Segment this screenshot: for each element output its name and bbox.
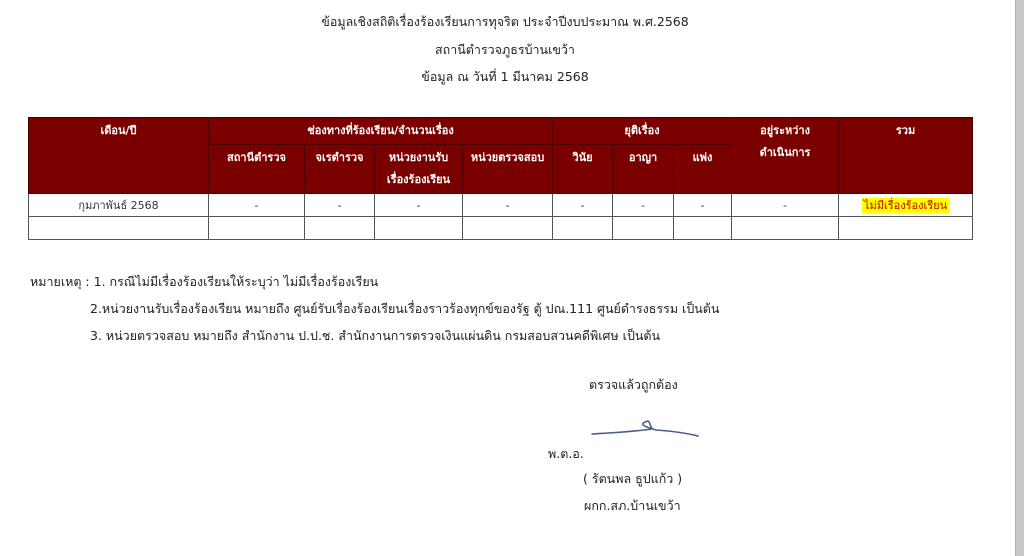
cell-total — [839, 194, 973, 217]
table-row-empty — [29, 217, 973, 240]
header-audit-unit: หน่วยตรวจสอบ — [463, 145, 553, 194]
table-row — [29, 194, 973, 217]
empty-cell — [305, 217, 375, 240]
header-resolved: ยุติเรื่อง — [553, 118, 732, 145]
empty-cell — [553, 217, 613, 240]
empty-cell — [674, 217, 732, 240]
header-channels: ช่องทางที่ร้องเรียน/จำนวนเรื่อง — [209, 118, 553, 145]
header-in-progress-line1: อยู่ระหว่าง — [760, 124, 810, 137]
header-in-progress-line2: ดำเนินการ — [759, 146, 811, 159]
header-inspector: จเรตำรวจ — [305, 145, 375, 194]
cell-receiving-unit: - — [375, 194, 463, 217]
header-receiving-unit-line1: หน่วยงานรับ — [388, 151, 449, 164]
note-3: 3. หน่วยตรวจสอบ หมายถึง สำนักงาน ป.ป.ช. สำนักงานการตรวจเงินแผ่นดิน กรมสอบสวนคดีพิเศษ เป็นต้น — [90, 328, 661, 343]
empty-cell — [839, 217, 973, 240]
empty-cell — [29, 217, 209, 240]
note-2: 2.หน่วยงานรับเรื่องร้องเรียน หมายถึง ศูนย์รับเรื่องร้องเรียนเรื่องราวร้องทุกข์ของรัฐ ตู้ ปณ.111 ศูนย์ดำรงธรรม เป็นต้น — [90, 301, 720, 316]
header-row-1 — [29, 118, 973, 145]
signer-name: ( รัตนพล ธูปแก้ว ) — [583, 471, 683, 486]
no-complaint-highlight: ไม่มีเรื่องร้องเรียน — [863, 199, 948, 212]
cell-police-station: - — [209, 194, 305, 217]
header-criminal: อาญา — [613, 145, 674, 194]
cell-audit-unit: - — [463, 194, 553, 217]
empty-cell — [613, 217, 674, 240]
signer-rank: พ.ต.อ. — [548, 446, 584, 461]
header-month: เดือน/ปี — [29, 118, 209, 194]
empty-cell — [463, 217, 553, 240]
report-title: ข้อมูลเชิงสถิติเรื่องร้องเรียนการทุจริต ประจำปีงบประมาณ พ.ศ.2568 — [321, 14, 689, 29]
header-discipline: วินัย — [553, 145, 613, 194]
data-date: ข้อมูล ณ วันที่ 1 มีนาคม 2568 — [421, 69, 589, 84]
note-1: หมายเหตุ : 1. กรณีไม่มีเรื่องร้องเรียนให้ระบุว่า ไม่มีเรื่องร้องเรียน — [30, 274, 379, 289]
empty-cell — [209, 217, 305, 240]
cell-inspector: - — [305, 194, 375, 217]
empty-cell — [732, 217, 839, 240]
verified-text: ตรวจแล้วถูกต้อง — [589, 377, 678, 392]
header-civil: แพ่ง — [674, 145, 732, 194]
cell-civil: - — [674, 194, 732, 217]
cell-in-progress: - — [732, 194, 839, 217]
cell-discipline: - — [553, 194, 613, 217]
header-police-station: สถานีตำรวจ — [209, 145, 305, 194]
header-receiving-unit-line2: เรื่องร้องเรียน — [386, 173, 451, 186]
notes-section — [30, 268, 719, 349]
page-edge — [1015, 0, 1024, 556]
cell-criminal: - — [613, 194, 674, 217]
station-name: สถานีตำรวจภูธรบ้านเขว้า — [435, 42, 575, 57]
header-in-progress — [732, 118, 839, 194]
empty-cell — [375, 217, 463, 240]
header-receiving-unit — [375, 145, 463, 194]
header-total: รวม — [839, 118, 973, 194]
signer-position: ผกก.สภ.บ้านเขว้า — [584, 498, 681, 513]
handwritten-signature — [590, 414, 700, 444]
complaint-stats-table — [28, 117, 973, 240]
cell-month: กุมภาพันธ์ 2568 — [29, 194, 209, 217]
